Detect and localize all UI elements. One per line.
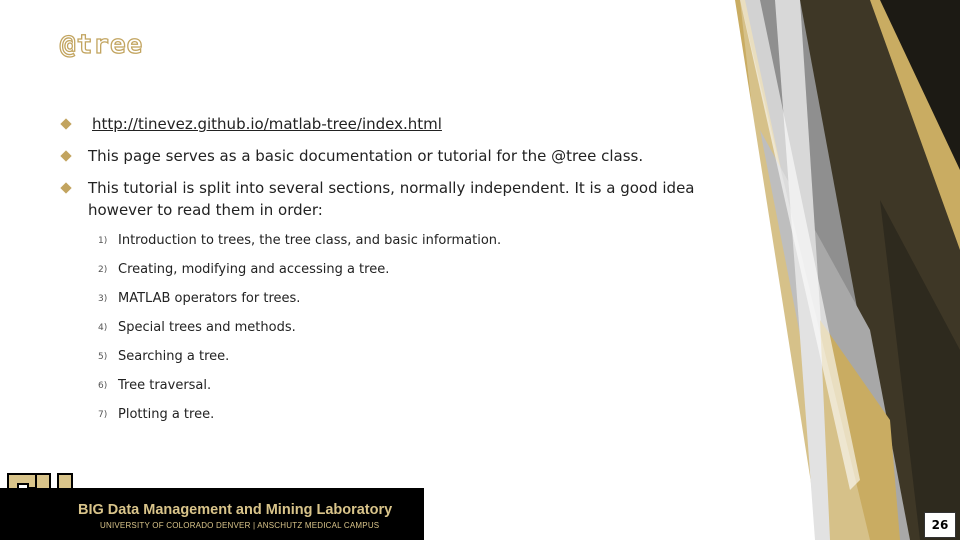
section-text: Introduction to trees, the tree class, and basic information. [118,233,502,248]
bullet-text: This tutorial is split into several sections, normally independent. It is a good idea however to read them in order: [88,179,695,219]
lab-subtitle: UNIVERSITY OF COLORADO DENVER | ANSCHUTZ MEDICAL CAMPUS [100,521,380,530]
diamond-bullet-icon [60,118,71,129]
diamond-bullet-icon [60,182,71,193]
section-number: 2) [98,265,108,275]
bullet-item [48,145,698,167]
section-item [48,260,698,279]
section-item [48,405,698,424]
section-text: Tree traversal. [118,378,212,393]
section-number: 5) [98,352,108,362]
section-text: Plotting a tree. [118,407,215,422]
tutorial-link[interactable]: http://tinevez.github.io/matlab-tree/index.html [92,115,442,133]
section-text: Creating, modifying and accessing a tree. [118,262,390,277]
section-list [48,231,698,424]
bullet-list [48,113,698,434]
section-number: 1) [98,236,108,246]
section-text: Searching a tree. [118,349,230,364]
slide-title: @tree [60,30,144,60]
section-item [48,318,698,337]
section-number: 6) [98,381,108,391]
section-text: MATLAB operators for trees. [118,291,301,306]
lab-banner [0,488,424,540]
diamond-bullet-icon [60,150,71,161]
section-number: 3) [98,294,108,304]
bullet-item [48,113,698,135]
section-item [48,231,698,250]
lab-title: BIG Data Management and Mining Laboratory [78,502,393,518]
page-number: 26 [924,512,956,538]
section-item [48,347,698,366]
bullet-item [48,177,698,221]
section-text: Special trees and methods. [118,320,296,335]
section-item [48,289,698,308]
bullet-text: This page serves as a basic documentation or tutorial for the @tree class. [88,147,644,165]
section-item [48,376,698,395]
section-number: 7) [98,410,108,420]
section-number: 4) [98,323,108,333]
